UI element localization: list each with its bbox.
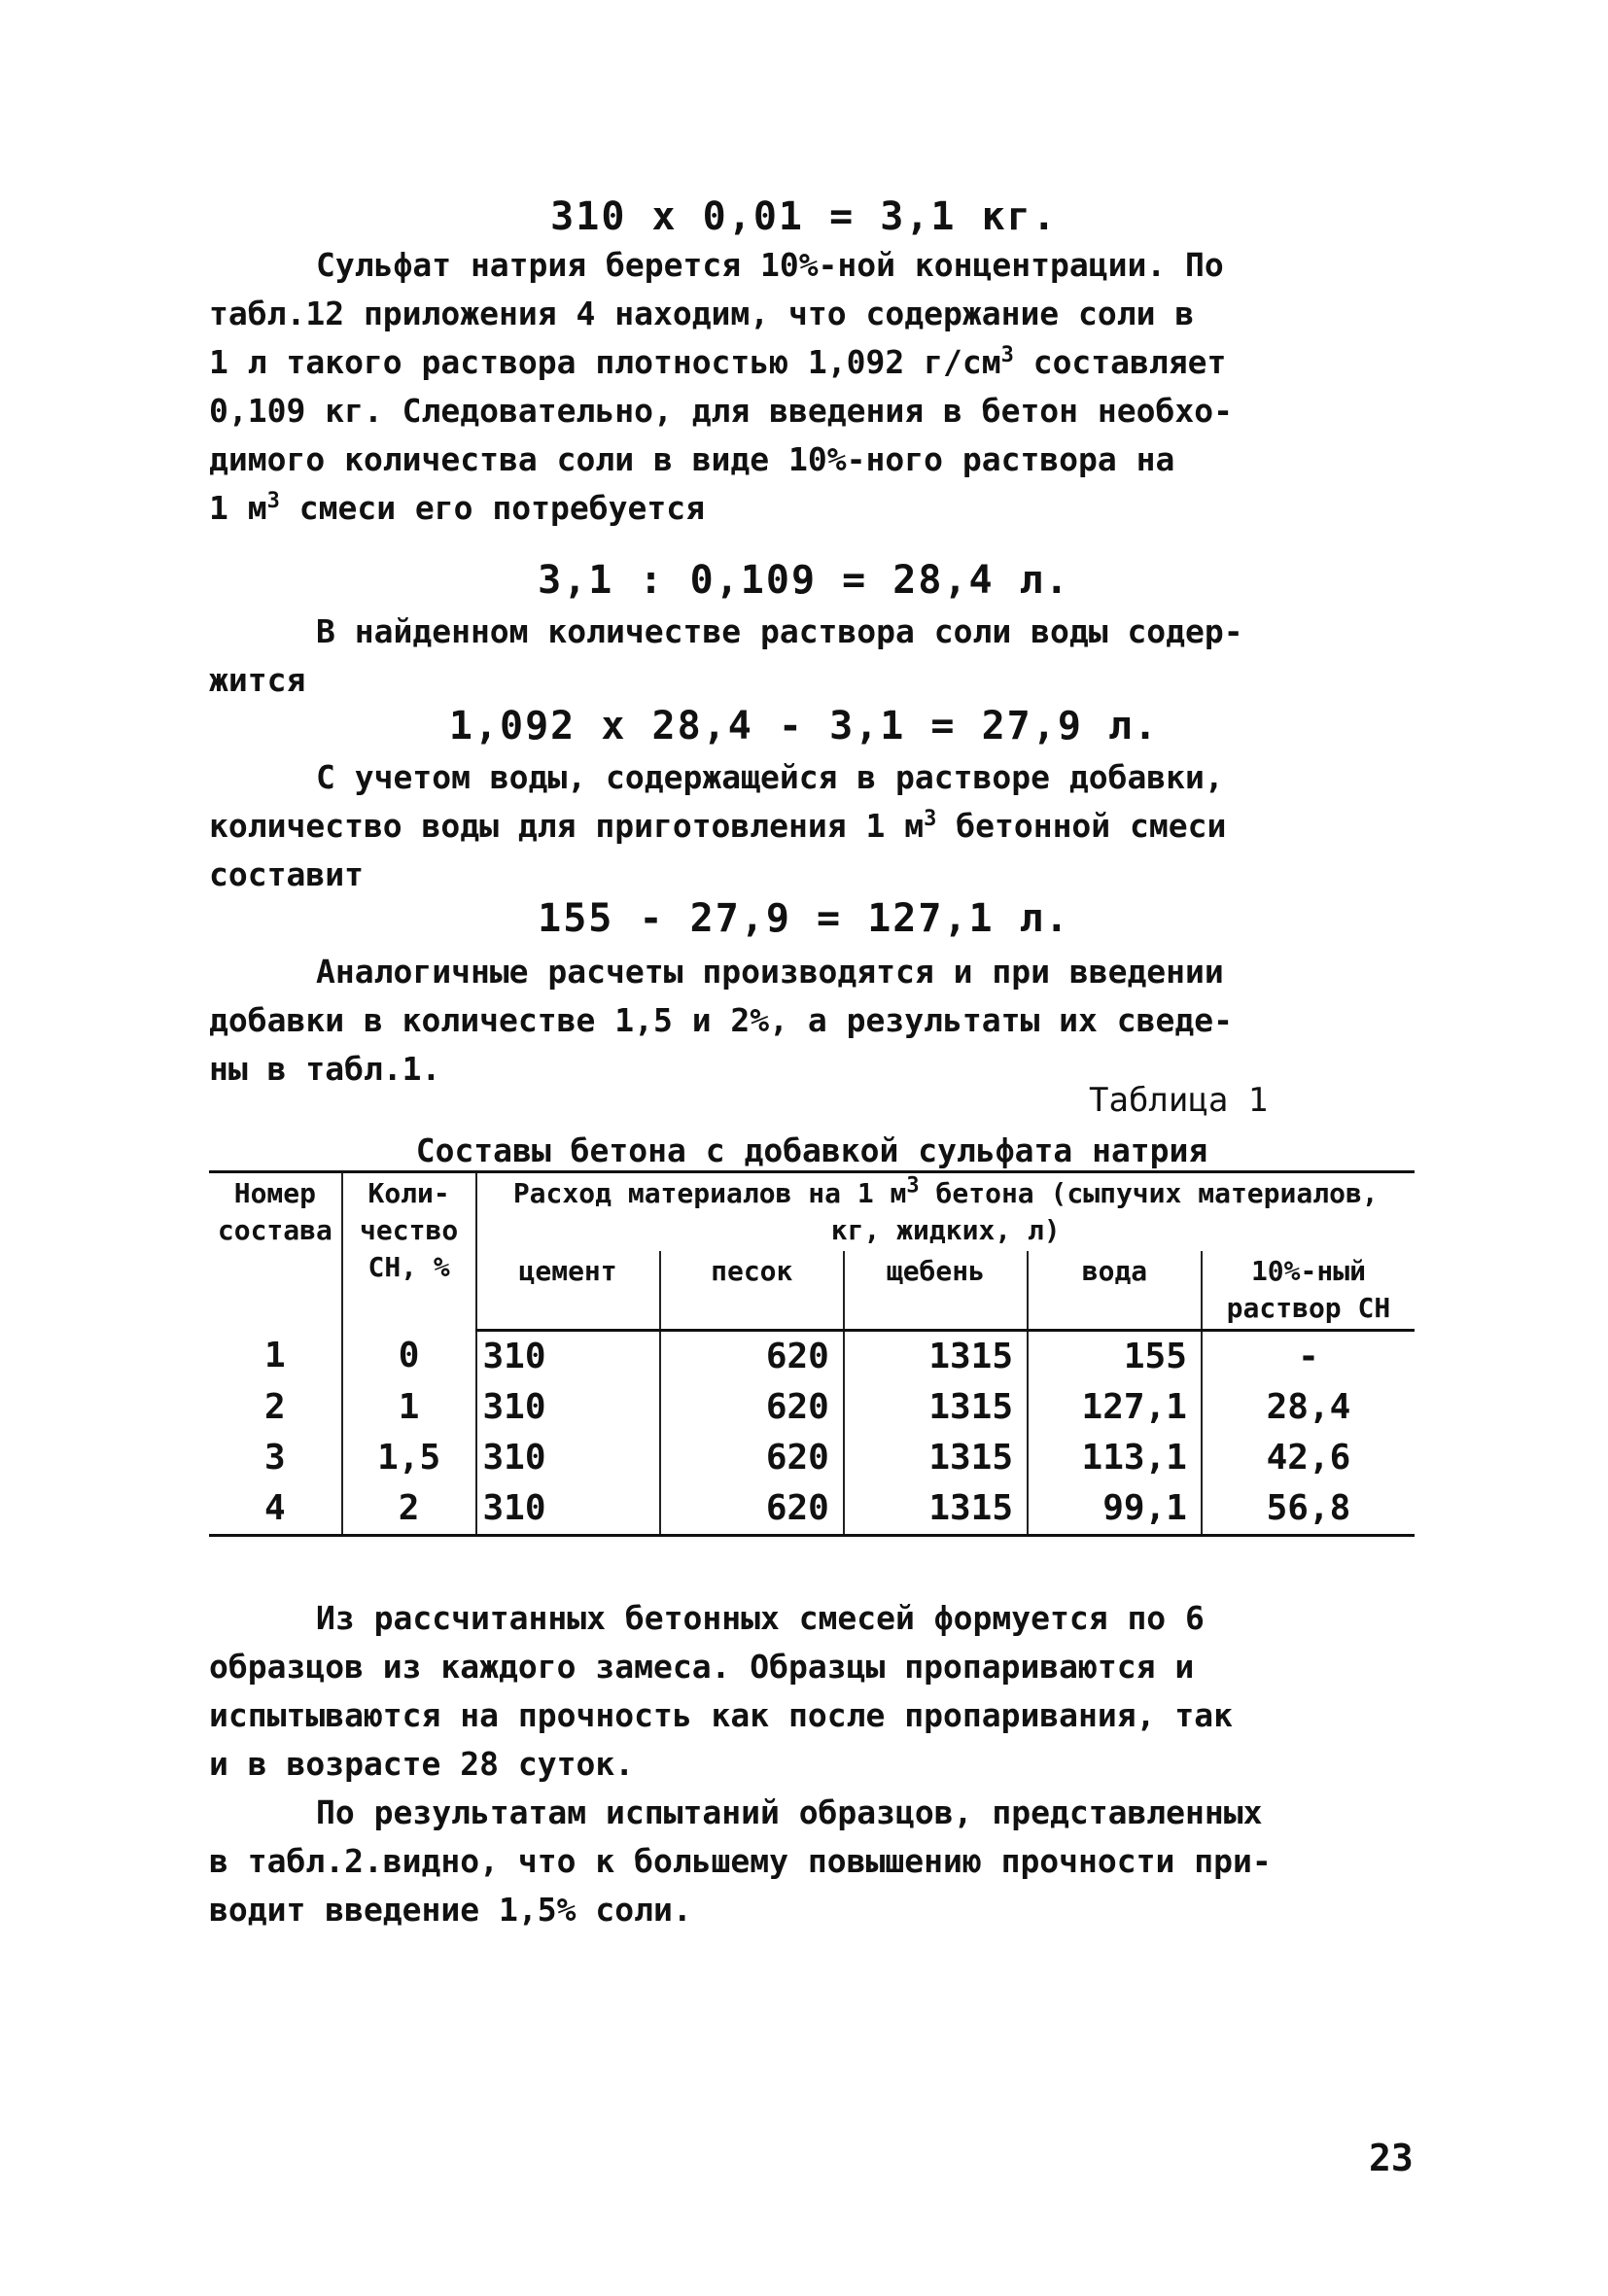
cell-number: 4 (209, 1483, 342, 1536)
text-fragment: бетонной смеси (936, 807, 1227, 845)
text-line: ны в табл.1. (209, 1050, 441, 1088)
formula-solution-volume: 3,1 : 0,109 = 28,4 л. (538, 558, 1070, 603)
cell-sand: 620 (660, 1483, 844, 1536)
text-line: 0,109 кг. Следовательно, для введения в бетон необхо- (209, 392, 1233, 430)
cell-water: 99,1 (1028, 1483, 1202, 1536)
text-line: испытываются на прочность как после пропаривания, так (209, 1696, 1233, 1734)
table-label: Таблица 1 (1089, 1081, 1269, 1120)
cell-gravel: 1315 (844, 1433, 1028, 1483)
header-water: вода (1028, 1251, 1202, 1331)
cell-solution: 28,4 (1202, 1382, 1415, 1433)
formula-cement-salt: 310 x 0,01 = 3,1 кг. (550, 194, 1058, 239)
text-line: составит (209, 855, 364, 893)
superscript: 3 (266, 489, 280, 513)
cell-number: 1 (209, 1331, 342, 1383)
header-quantity: Коли-чество СН, % (342, 1172, 476, 1331)
text-line: Аналогичные расчеты производятся и при введении (316, 953, 1224, 991)
text-line: димого количества соли в виде 10%-ного раствора на (209, 440, 1175, 478)
cell-cement: 310 (476, 1483, 660, 1536)
cell-cement: 310 (476, 1433, 660, 1483)
text-line: В найденном количестве раствора соли воды содер- (316, 612, 1243, 650)
text-line: и в возрасте 28 суток. (209, 1745, 635, 1783)
text-line: водит введение 1,5% соли. (209, 1891, 692, 1929)
header-gravel: щебень (844, 1251, 1028, 1331)
text-line: образцов из каждого замеса. Образцы пропариваются и (209, 1648, 1195, 1686)
formula-water-volume: 1,092 х 28,4 - 3,1 = 27,9 л. (448, 704, 1160, 748)
cell-water: 155 (1028, 1331, 1202, 1383)
text-line: добавки в количестве 1,5 и 2%, а результаты их сведе- (209, 1001, 1233, 1039)
text-line: жится (209, 661, 306, 699)
cell-quantity: 1,5 (342, 1433, 476, 1483)
cell-cement: 310 (476, 1331, 660, 1383)
header-text: бетона (сыпучих материалов, кг, жидких, л) (830, 1177, 1379, 1246)
header-text: Расход материалов на 1 м (512, 1177, 907, 1209)
cell-solution: 42,6 (1202, 1433, 1415, 1483)
cell-water: 113,1 (1028, 1433, 1202, 1483)
cell-sand: 620 (660, 1433, 844, 1483)
text-fragment: количество воды для приготовления 1 м (209, 807, 925, 845)
table-row (209, 1433, 1415, 1483)
superscript: 3 (906, 1173, 920, 1199)
paragraph-samples (209, 1594, 1415, 1789)
formula-water-result: 155 - 27,9 = 127,1 л. (538, 896, 1070, 941)
text-fragment: составляет (1013, 343, 1227, 381)
header-solution: 10%-ный раствор СН (1202, 1251, 1415, 1331)
paragraph-sodium-sulfate (209, 241, 1415, 533)
superscript: 3 (1000, 343, 1014, 367)
table-row (209, 1483, 1415, 1536)
superscript: 3 (924, 807, 937, 831)
header-number: Номер состава (209, 1172, 342, 1331)
cell-number: 2 (209, 1382, 342, 1433)
cell-sand: 620 (660, 1331, 844, 1383)
cell-sand: 620 (660, 1382, 844, 1433)
cell-cement: 310 (476, 1382, 660, 1433)
text-line (209, 484, 1415, 533)
text-line: в табл.2.видно, что к большему повышению прочности при- (209, 1842, 1272, 1880)
table-row (209, 1382, 1415, 1433)
text-line: табл.12 приложения 4 находим, что содержание соли в (209, 295, 1195, 332)
text-line: С учетом воды, содержащейся в растворе добавки, (316, 758, 1224, 796)
table-row (209, 1331, 1415, 1383)
cell-quantity: 0 (342, 1331, 476, 1383)
text-line: По результатам испытаний образцов, представленных (316, 1793, 1263, 1831)
paragraph-analogous-calculations (209, 948, 1415, 1094)
paragraph-water-accounting (209, 753, 1415, 899)
text-fragment: 1 л такого раствора плотностью 1,092 г/см (209, 343, 1001, 381)
cell-solution: 56,8 (1202, 1483, 1415, 1536)
text-line: Сульфат натрия берется 10%-ной концентрации. По (316, 246, 1224, 284)
header-sand: песок (660, 1251, 844, 1331)
cell-quantity: 1 (342, 1382, 476, 1433)
text-line (209, 802, 1415, 851)
paragraph-water-content (209, 608, 1415, 705)
text-line (209, 338, 1415, 387)
cell-solution: - (1202, 1331, 1415, 1383)
header-cement: цемент (476, 1251, 660, 1331)
cell-quantity: 2 (342, 1483, 476, 1536)
cell-gravel: 1315 (844, 1483, 1028, 1536)
cell-gravel: 1315 (844, 1382, 1028, 1433)
text-line: Из рассчитанных бетонных смесей формуется по 6 (316, 1599, 1205, 1637)
cell-gravel: 1315 (844, 1331, 1028, 1383)
text-fragment: 1 м (209, 489, 267, 527)
text-fragment: смеси его потребуется (279, 489, 705, 527)
concrete-composition-table (209, 1170, 1415, 1537)
header-consumption (476, 1172, 1416, 1252)
table-header-row (209, 1172, 1415, 1252)
table-caption: Составы бетона с добавкой сульфата натрия (415, 1131, 1208, 1169)
cell-water: 127,1 (1028, 1382, 1202, 1433)
cell-number: 3 (209, 1433, 342, 1483)
paragraph-results (209, 1789, 1415, 1934)
page-number: 23 (1369, 2137, 1414, 2179)
